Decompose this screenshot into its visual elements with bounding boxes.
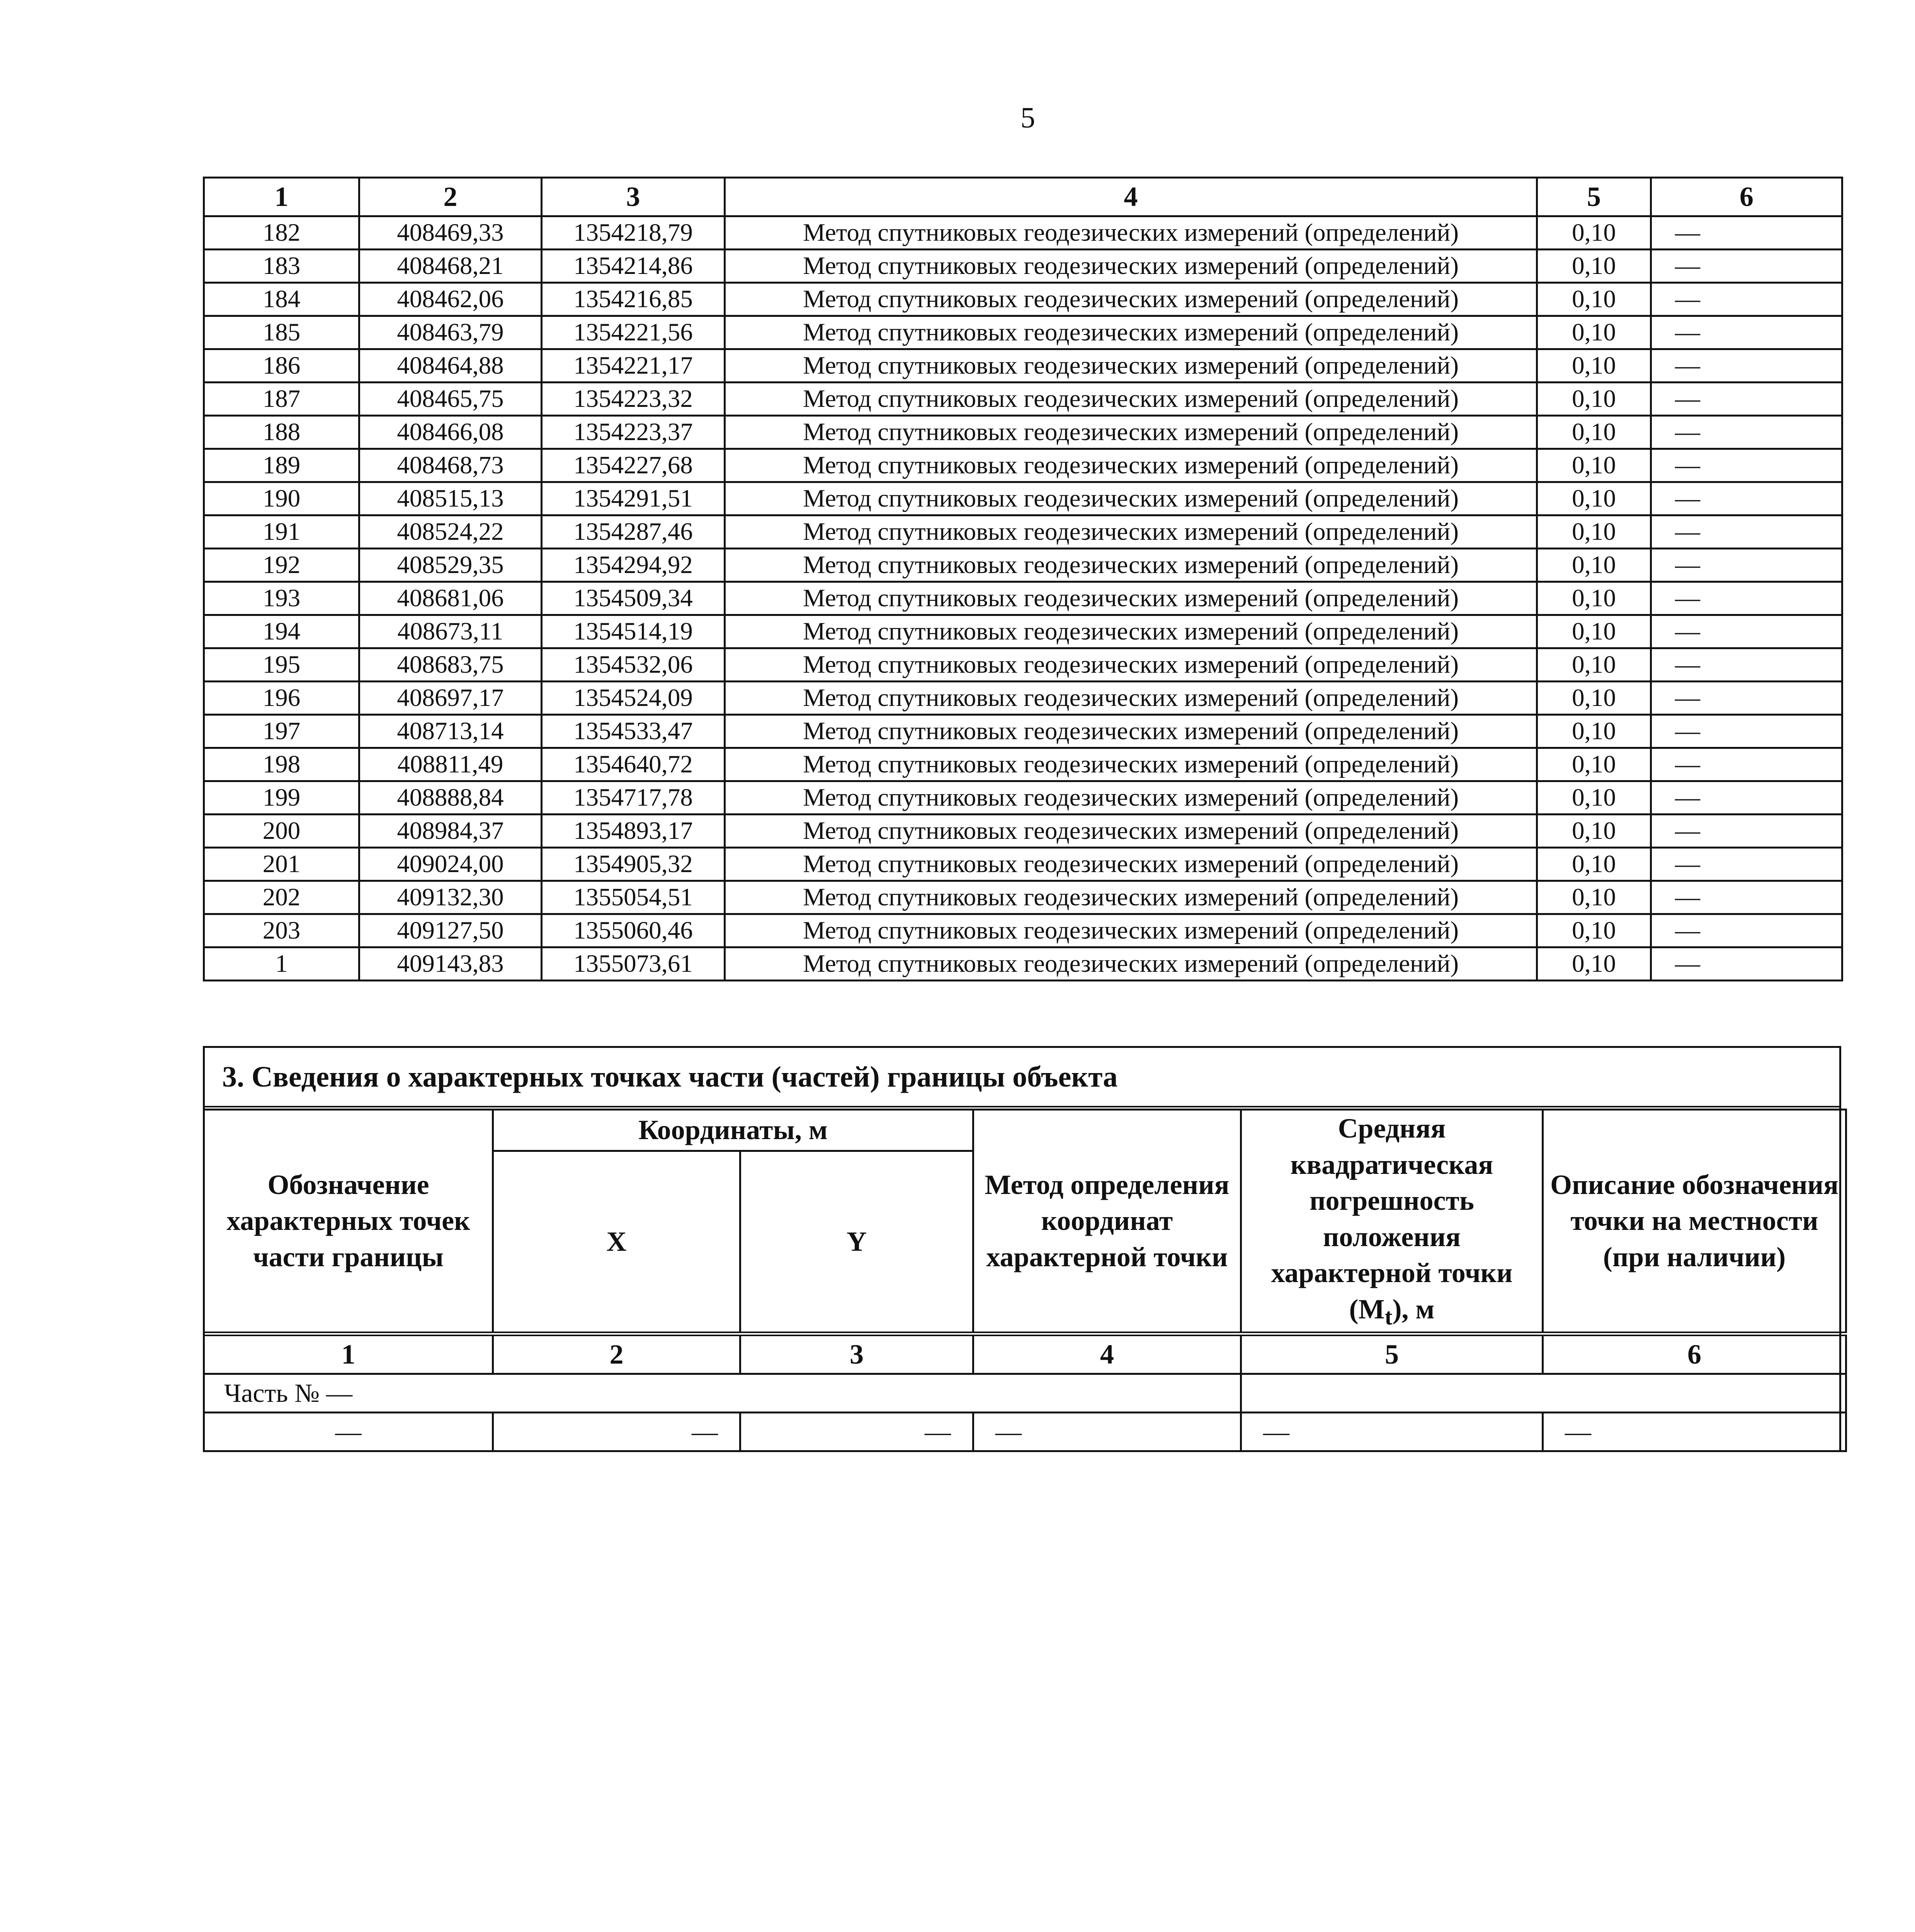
cell-method: — <box>973 1413 1241 1451</box>
cell-y: 1354223,32 <box>542 383 725 416</box>
cell-x: 408673,11 <box>359 615 542 648</box>
cell-y: 1354214,86 <box>542 250 725 283</box>
cell-x: 409143,83 <box>359 947 542 981</box>
column-number: 4 <box>725 178 1537 216</box>
cell-method: Метод спутниковых геодезических измерений (определений) <box>725 216 1537 250</box>
cell-description: — <box>1651 549 1842 582</box>
cell-x: 408529,35 <box>359 549 542 582</box>
part-label-empty <box>1241 1374 1846 1413</box>
cell-method: Метод спутниковых геодезических измерений (определений) <box>725 383 1537 416</box>
cell-y: 1354532,06 <box>542 648 725 682</box>
cell-y: 1354533,47 <box>542 715 725 748</box>
cell-error: 0,10 <box>1537 283 1651 316</box>
cell-description: — <box>1651 781 1842 815</box>
cell-error: 0,10 <box>1537 316 1651 349</box>
cell-description: — <box>1651 615 1842 648</box>
cell-x: 409024,00 <box>359 848 542 881</box>
cell-y: 1354509,34 <box>542 582 725 615</box>
cell-x: 408811,49 <box>359 748 542 781</box>
cell-method: Метод спутниковых геодезических измерений (определений) <box>725 283 1537 316</box>
cell-x: 408463,79 <box>359 316 542 349</box>
error-header <box>1241 1110 1543 1334</box>
table-row <box>204 449 1842 482</box>
cell-error: 0,10 <box>1537 848 1651 881</box>
table-row <box>204 682 1842 715</box>
cell-designation: — <box>204 1413 493 1451</box>
cell-description: — <box>1543 1413 1846 1451</box>
cell-error: 0,10 <box>1537 449 1651 482</box>
column-number: 1 <box>204 1334 493 1374</box>
column-number-row <box>204 178 1842 216</box>
cell-method: Метод спутниковых геодезических измерений (определений) <box>725 781 1537 815</box>
cell-description: — <box>1651 648 1842 682</box>
cell-description: — <box>1651 715 1842 748</box>
method-header: Метод определения координат характерной точки <box>973 1110 1241 1334</box>
column-number: 5 <box>1537 178 1651 216</box>
cell-error: 0,10 <box>1537 815 1651 848</box>
table-row <box>204 914 1842 947</box>
cell-error: 0,10 <box>1537 250 1651 283</box>
cell-x: 408524,22 <box>359 515 542 549</box>
cell-method: Метод спутниковых геодезических измерений (определений) <box>725 349 1537 383</box>
boundary-points-body <box>204 216 1842 981</box>
error-header-subscript: t <box>1384 1304 1393 1330</box>
cell-x: 409132,30 <box>359 881 542 914</box>
cell-point-number: 1 <box>204 947 359 981</box>
table-row <box>204 283 1842 316</box>
column-number: 3 <box>740 1334 973 1374</box>
cell-x: 408465,75 <box>359 383 542 416</box>
cell-point-number: 189 <box>204 449 359 482</box>
cell-method: Метод спутниковых геодезических измерений (определений) <box>725 582 1537 615</box>
cell-error: 0,10 <box>1537 349 1651 383</box>
cell-description: — <box>1651 316 1842 349</box>
cell-y: 1354216,85 <box>542 283 725 316</box>
cell-y: 1354905,32 <box>542 848 725 881</box>
error-header-tail: ), м <box>1392 1293 1435 1325</box>
cell-y: 1354294,92 <box>542 549 725 582</box>
cell-point-number: 186 <box>204 349 359 383</box>
cell-error: 0,10 <box>1537 748 1651 781</box>
table-row <box>204 815 1842 848</box>
cell-description: — <box>1651 848 1842 881</box>
cell-description: — <box>1651 482 1842 515</box>
cell-point-number: 200 <box>204 815 359 848</box>
column-number: 2 <box>493 1334 740 1374</box>
cell-error: 0,10 <box>1537 715 1651 748</box>
cell-x: 408464,88 <box>359 349 542 383</box>
cell-description: — <box>1651 582 1842 615</box>
cell-description: — <box>1651 914 1842 947</box>
section-3 <box>203 1046 1841 1452</box>
cell-y: 1354893,17 <box>542 815 725 848</box>
cell-point-number: 197 <box>204 715 359 748</box>
cell-y: 1354221,56 <box>542 316 725 349</box>
cell-x: 408984,37 <box>359 815 542 848</box>
cell-method: Метод спутниковых геодезических измерений (определений) <box>725 947 1537 981</box>
cell-description: — <box>1651 216 1842 250</box>
cell-y: 1354223,37 <box>542 416 725 449</box>
cell-x: 408468,73 <box>359 449 542 482</box>
cell-method: Метод спутниковых геодезических измерений (определений) <box>725 914 1537 947</box>
cell-description: — <box>1651 449 1842 482</box>
cell-x: 408697,17 <box>359 682 542 715</box>
table-row <box>204 848 1842 881</box>
cell-description: — <box>1651 881 1842 914</box>
cell-method: Метод спутниковых геодезических измерений (определений) <box>725 648 1537 682</box>
column-number: 5 <box>1241 1334 1543 1374</box>
cell-method: Метод спутниковых геодезических измерений (определений) <box>725 615 1537 648</box>
part-points-table <box>203 1109 1847 1452</box>
table-row <box>204 515 1842 549</box>
cell-point-number: 184 <box>204 283 359 316</box>
cell-point-number: 202 <box>204 881 359 914</box>
coordinates-header: Координаты, м <box>493 1110 973 1151</box>
column-number: 1 <box>204 178 359 216</box>
table-row <box>204 582 1842 615</box>
table-row <box>204 416 1842 449</box>
table-row <box>204 482 1842 515</box>
cell-point-number: 183 <box>204 250 359 283</box>
column-number: 2 <box>359 178 542 216</box>
cell-x: 408888,84 <box>359 781 542 815</box>
cell-y: 1355073,61 <box>542 947 725 981</box>
page-number: 5 <box>1020 102 1035 134</box>
table-row <box>204 383 1842 416</box>
description-header: Описание обозначения точки на местности (при наличии) <box>1543 1110 1846 1334</box>
column-number: 6 <box>1651 178 1842 216</box>
cell-error: 0,10 <box>1537 648 1651 682</box>
cell-description: — <box>1651 815 1842 848</box>
cell-x: 408468,21 <box>359 250 542 283</box>
cell-method: Метод спутниковых геодезических измерений (определений) <box>725 482 1537 515</box>
cell-y: 1354514,19 <box>542 615 725 648</box>
column-number: 3 <box>542 178 725 216</box>
cell-error: 0,10 <box>1537 416 1651 449</box>
part-label: Часть № — <box>204 1374 1241 1413</box>
cell-method: Метод спутниковых геодезических измерений (определений) <box>725 416 1537 449</box>
cell-error: 0,10 <box>1537 383 1651 416</box>
table-row <box>204 549 1842 582</box>
cell-error: 0,10 <box>1537 947 1651 981</box>
cell-point-number: 188 <box>204 416 359 449</box>
cell-description: — <box>1651 515 1842 549</box>
cell-y: 1354287,46 <box>542 515 725 549</box>
cell-point-number: 192 <box>204 549 359 582</box>
cell-point-number: 199 <box>204 781 359 815</box>
cell-point-number: 190 <box>204 482 359 515</box>
cell-error: 0,10 <box>1537 914 1651 947</box>
cell-point-number: 201 <box>204 848 359 881</box>
table-row <box>204 715 1842 748</box>
cell-point-number: 195 <box>204 648 359 682</box>
empty-point-row <box>204 1413 1846 1451</box>
cell-y: — <box>740 1413 973 1451</box>
cell-description: — <box>1651 349 1842 383</box>
cell-point-number: 194 <box>204 615 359 648</box>
cell-description: — <box>1651 383 1842 416</box>
table-row <box>204 748 1842 781</box>
cell-x: 408713,14 <box>359 715 542 748</box>
cell-method: Метод спутниковых геодезических измерений (определений) <box>725 549 1537 582</box>
cell-method: Метод спутниковых геодезических измерений (определений) <box>725 449 1537 482</box>
cell-error: 0,10 <box>1537 549 1651 582</box>
table-row <box>204 947 1842 981</box>
cell-method: Метод спутниковых геодезических измерений (определений) <box>725 250 1537 283</box>
cell-description: — <box>1651 682 1842 715</box>
cell-error: 0,10 <box>1537 881 1651 914</box>
column-number: 6 <box>1543 1334 1846 1374</box>
cell-method: Метод спутниковых геодезических измерений (определений) <box>725 515 1537 549</box>
cell-y: 1354717,78 <box>542 781 725 815</box>
cell-method: Метод спутниковых геодезических измерений (определений) <box>725 748 1537 781</box>
y-header: Y <box>740 1151 973 1334</box>
cell-point-number: 185 <box>204 316 359 349</box>
designation-header: Обозначение характерных точек части границы <box>204 1110 493 1334</box>
cell-y: 1355060,46 <box>542 914 725 947</box>
table-row <box>204 881 1842 914</box>
cell-x: 408469,33 <box>359 216 542 250</box>
cell-description: — <box>1651 947 1842 981</box>
table-row <box>204 781 1842 815</box>
cell-x: 409127,50 <box>359 914 542 947</box>
cell-x: 408466,08 <box>359 416 542 449</box>
table-row <box>204 216 1842 250</box>
cell-point-number: 203 <box>204 914 359 947</box>
cell-point-number: 198 <box>204 748 359 781</box>
cell-method: Метод спутниковых геодезических измерений (определений) <box>725 316 1537 349</box>
table-row <box>204 250 1842 283</box>
cell-description: — <box>1651 416 1842 449</box>
cell-y: 1354524,09 <box>542 682 725 715</box>
cell-point-number: 182 <box>204 216 359 250</box>
cell-y: 1354221,17 <box>542 349 725 383</box>
cell-x: 408515,13 <box>359 482 542 515</box>
boundary-points-table <box>203 177 1843 981</box>
cell-error: 0,10 <box>1537 515 1651 549</box>
cell-x: 408462,06 <box>359 283 542 316</box>
x-header: X <box>493 1151 740 1334</box>
cell-description: — <box>1651 283 1842 316</box>
table-row <box>204 316 1842 349</box>
column-number-row <box>204 1334 1846 1374</box>
cell-method: Метод спутниковых геодезических измерений (определений) <box>725 881 1537 914</box>
cell-point-number: 193 <box>204 582 359 615</box>
cell-y: 1354640,72 <box>542 748 725 781</box>
cell-y: 1354227,68 <box>542 449 725 482</box>
section-title: 3. Сведения о характерных точках части (частей) границы объекта <box>205 1048 1839 1111</box>
cell-point-number: 187 <box>204 383 359 416</box>
cell-x: — <box>493 1413 740 1451</box>
cell-x: 408683,75 <box>359 648 542 682</box>
column-number: 4 <box>973 1334 1241 1374</box>
cell-error: 0,10 <box>1537 615 1651 648</box>
cell-point-number: 191 <box>204 515 359 549</box>
cell-y: 1355054,51 <box>542 881 725 914</box>
cell-method: Метод спутниковых геодезических измерений (определений) <box>725 815 1537 848</box>
cell-y: 1354291,51 <box>542 482 725 515</box>
cell-error: — <box>1241 1413 1543 1451</box>
cell-error: 0,10 <box>1537 216 1651 250</box>
cell-y: 1354218,79 <box>542 216 725 250</box>
cell-method: Метод спутниковых геодезических измерений (определений) <box>725 715 1537 748</box>
cell-error: 0,10 <box>1537 682 1651 715</box>
table-row <box>204 349 1842 383</box>
cell-point-number: 196 <box>204 682 359 715</box>
cell-error: 0,10 <box>1537 482 1651 515</box>
cell-description: — <box>1651 748 1842 781</box>
table-row <box>204 615 1842 648</box>
cell-error: 0,10 <box>1537 582 1651 615</box>
cell-method: Метод спутниковых геодезических измерений (определений) <box>725 848 1537 881</box>
error-header-text: Средняя квадратическая погрешность положения характерной точки (M <box>1271 1113 1513 1325</box>
cell-x: 408681,06 <box>359 582 542 615</box>
cell-method: Метод спутниковых геодезических измерений (определений) <box>725 682 1537 715</box>
table-row <box>204 648 1842 682</box>
part-label-row <box>204 1374 1846 1413</box>
cell-error: 0,10 <box>1537 781 1651 815</box>
cell-description: — <box>1651 250 1842 283</box>
